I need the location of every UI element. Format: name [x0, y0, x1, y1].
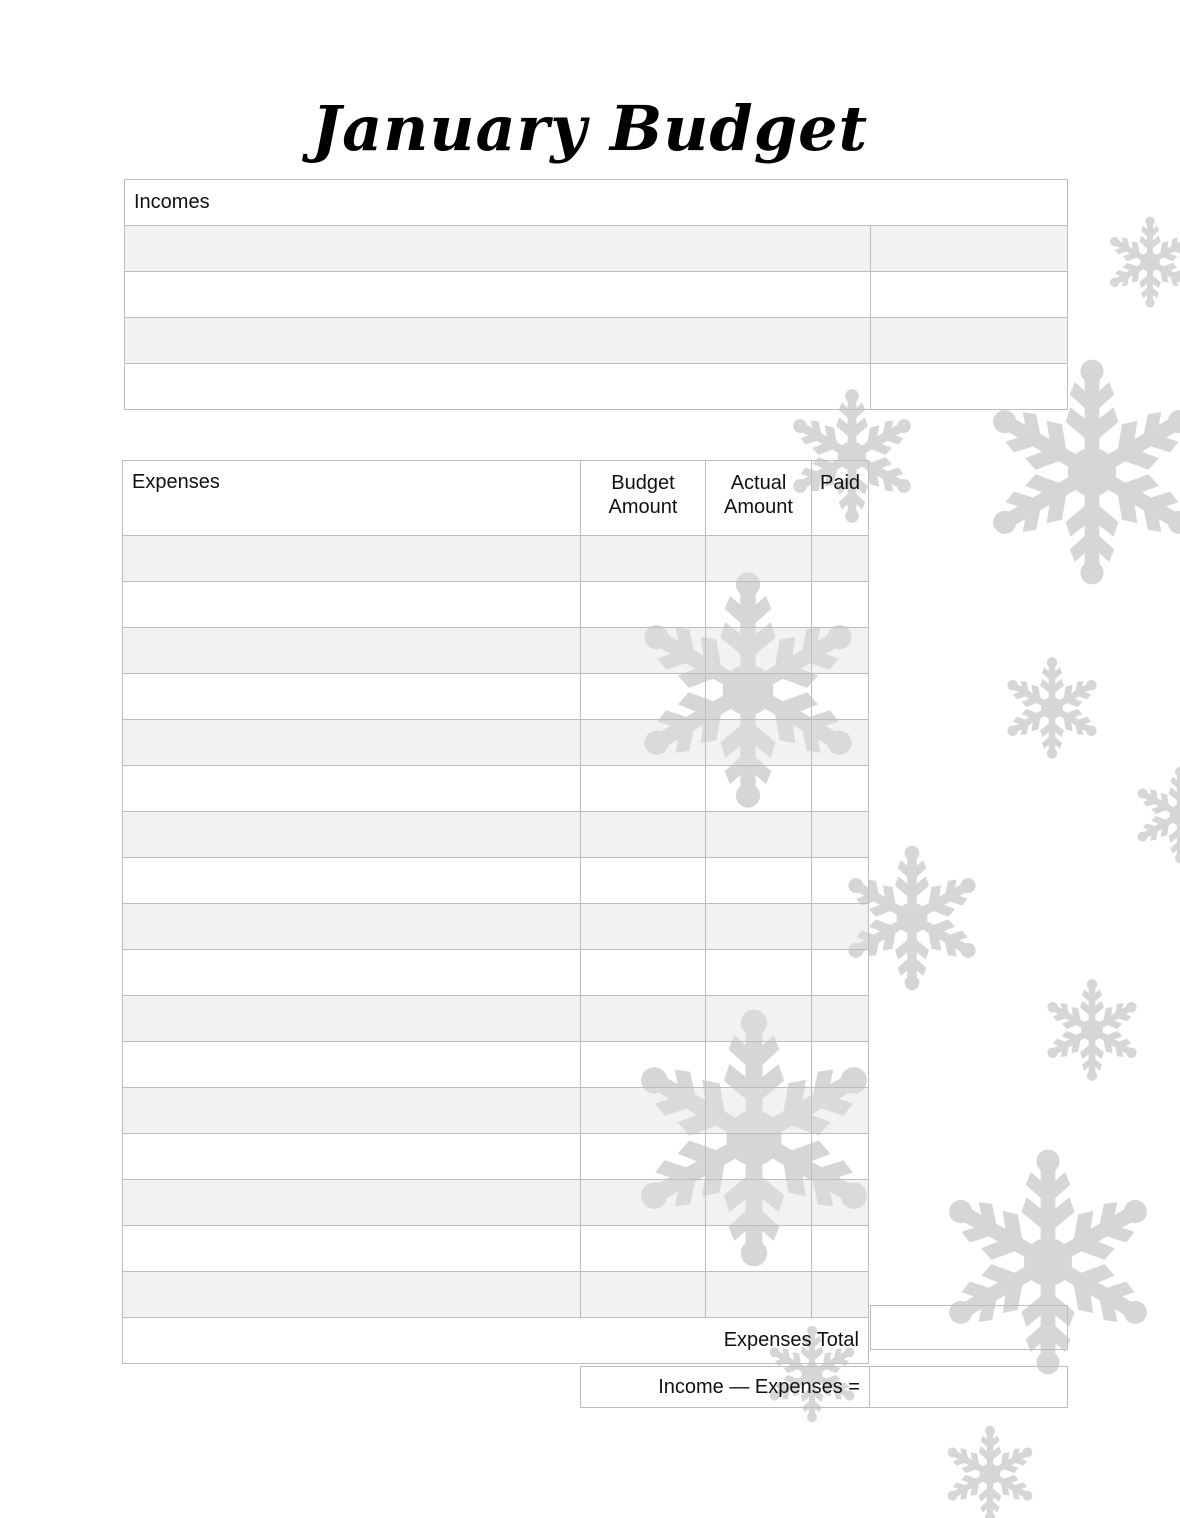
- expense-name-cell[interactable]: [123, 950, 581, 996]
- expense-paid-cell[interactable]: [812, 674, 869, 720]
- expense-paid-cell[interactable]: [812, 1042, 869, 1088]
- expense-paid-cell[interactable]: [812, 812, 869, 858]
- expenses-total-label: Expenses Total: [123, 1318, 869, 1364]
- expense-name-cell[interactable]: [123, 1272, 581, 1318]
- actual-amount-header: [706, 461, 812, 536]
- expense-actual-cell[interactable]: [706, 1180, 812, 1226]
- expense-row: [123, 536, 869, 582]
- expense-budget-cell[interactable]: [581, 904, 706, 950]
- expense-row: [123, 1226, 869, 1272]
- expense-budget-cell[interactable]: [581, 766, 706, 812]
- income-row: [125, 226, 1068, 272]
- expenses-header-row: [123, 461, 869, 536]
- expense-paid-cell[interactable]: [812, 1134, 869, 1180]
- expense-row: [123, 1042, 869, 1088]
- expense-budget-cell[interactable]: [581, 628, 706, 674]
- actual-amount-line2: Amount: [724, 496, 793, 518]
- expense-budget-cell[interactable]: [581, 1272, 706, 1318]
- expense-name-cell[interactable]: [123, 812, 581, 858]
- expense-budget-cell[interactable]: [581, 582, 706, 628]
- expense-budget-cell[interactable]: [581, 1180, 706, 1226]
- expense-budget-cell[interactable]: [581, 1088, 706, 1134]
- expense-actual-cell[interactable]: [706, 1042, 812, 1088]
- expense-budget-cell[interactable]: [581, 720, 706, 766]
- income-source-cell[interactable]: [125, 226, 871, 272]
- income-amount-cell[interactable]: [871, 272, 1068, 318]
- expense-actual-cell[interactable]: [706, 904, 812, 950]
- income-source-cell[interactable]: [125, 364, 871, 410]
- actual-amount-line1: Actual: [730, 472, 787, 494]
- expense-row: [123, 950, 869, 996]
- income-amount-cell[interactable]: [871, 226, 1068, 272]
- expense-paid-cell[interactable]: [812, 904, 869, 950]
- snowflake-icon: [1043, 980, 1142, 1081]
- expense-row: [123, 582, 869, 628]
- expense-paid-cell[interactable]: [812, 1226, 869, 1272]
- expense-row: [123, 996, 869, 1042]
- expense-budget-cell[interactable]: [581, 812, 706, 858]
- income-amount-cell[interactable]: [871, 364, 1068, 410]
- incomes-header-row: [125, 180, 1068, 226]
- expense-row: [123, 628, 869, 674]
- expense-budget-cell[interactable]: [581, 1226, 706, 1272]
- expense-actual-cell[interactable]: [706, 1088, 812, 1134]
- expense-name-cell[interactable]: [123, 1226, 581, 1272]
- expense-row: [123, 766, 869, 812]
- expense-budget-cell[interactable]: [581, 996, 706, 1042]
- expense-row: [123, 1088, 869, 1134]
- expense-name-cell[interactable]: [123, 766, 581, 812]
- expense-row: [123, 1180, 869, 1226]
- income-source-cell[interactable]: [125, 272, 871, 318]
- expense-actual-cell[interactable]: [706, 582, 812, 628]
- expense-actual-cell[interactable]: [706, 628, 812, 674]
- expense-name-cell[interactable]: [123, 1088, 581, 1134]
- expense-name-cell[interactable]: [123, 628, 581, 674]
- income-amount-cell[interactable]: [871, 318, 1068, 364]
- expense-name-cell[interactable]: [123, 996, 581, 1042]
- incomes-table: [124, 179, 1068, 410]
- snowflake-icon: [1003, 658, 1102, 759]
- expense-row: [123, 904, 869, 950]
- expense-paid-cell[interactable]: [812, 1088, 869, 1134]
- expenses-total-row: [123, 1318, 869, 1364]
- budget-amount-header: [581, 461, 706, 536]
- expense-paid-cell[interactable]: [812, 1180, 869, 1226]
- expense-budget-cell[interactable]: [581, 536, 706, 582]
- incomes-header: Incomes: [125, 180, 1068, 226]
- snowflake-icon: [1133, 767, 1180, 862]
- expense-actual-cell[interactable]: [706, 1134, 812, 1180]
- expense-budget-cell[interactable]: [581, 950, 706, 996]
- expense-actual-cell[interactable]: [706, 720, 812, 766]
- expense-row: [123, 1272, 869, 1318]
- expense-name-cell[interactable]: [123, 720, 581, 766]
- expense-actual-cell[interactable]: [706, 674, 812, 720]
- expense-row: [123, 720, 869, 766]
- expense-actual-cell[interactable]: [706, 812, 812, 858]
- expense-name-cell[interactable]: [123, 1134, 581, 1180]
- expense-actual-cell[interactable]: [706, 1226, 812, 1272]
- expense-paid-cell[interactable]: [812, 950, 869, 996]
- expense-name-cell[interactable]: [123, 904, 581, 950]
- expense-actual-cell[interactable]: [706, 996, 812, 1042]
- expense-paid-cell[interactable]: [812, 766, 869, 812]
- expense-row: [123, 1134, 869, 1180]
- expense-name-cell[interactable]: [123, 674, 581, 720]
- snowflake-icon: [943, 1426, 1036, 1518]
- expense-paid-cell[interactable]: [812, 628, 869, 674]
- expense-paid-cell[interactable]: [812, 582, 869, 628]
- expense-name-cell[interactable]: [123, 858, 581, 904]
- difference-label: Income — Expenses =: [581, 1367, 870, 1408]
- difference-row: [581, 1367, 1068, 1408]
- budget-amount-line2: Amount: [608, 496, 678, 518]
- paid-header: Paid: [812, 461, 869, 536]
- income-source-cell[interactable]: [125, 318, 871, 364]
- expense-actual-cell[interactable]: [706, 950, 812, 996]
- expense-paid-cell[interactable]: [812, 858, 869, 904]
- expense-name-cell[interactable]: [123, 582, 581, 628]
- expense-row: [123, 858, 869, 904]
- difference-value[interactable]: [870, 1367, 1068, 1408]
- expense-name-cell[interactable]: [123, 1042, 581, 1088]
- budget-amount-line1: Budget: [611, 472, 675, 494]
- income-row: [125, 272, 1068, 318]
- expense-budget-cell[interactable]: [581, 1134, 706, 1180]
- expense-budget-cell[interactable]: [581, 1042, 706, 1088]
- expense-paid-cell[interactable]: [812, 996, 869, 1042]
- expense-budget-cell[interactable]: [581, 674, 706, 720]
- expense-name-cell[interactable]: [123, 1180, 581, 1226]
- expenses-table: [122, 460, 869, 1364]
- expenses-header: Expenses: [123, 461, 581, 536]
- income-row: [125, 364, 1068, 410]
- expense-paid-cell[interactable]: [812, 1272, 869, 1318]
- expense-budget-cell[interactable]: [581, 858, 706, 904]
- expense-name-cell[interactable]: [123, 536, 581, 582]
- expense-row: [123, 674, 869, 720]
- snowflake-icon: [1106, 217, 1180, 307]
- expense-row: [123, 812, 869, 858]
- page-title: January Budget: [311, 92, 869, 165]
- expense-paid-cell[interactable]: [812, 536, 869, 582]
- expense-actual-cell[interactable]: [706, 536, 812, 582]
- expense-actual-cell[interactable]: [706, 766, 812, 812]
- income-row: [125, 318, 1068, 364]
- expense-actual-cell[interactable]: [706, 1272, 812, 1318]
- difference-table: [580, 1366, 1068, 1408]
- expense-actual-cell[interactable]: [706, 858, 812, 904]
- expense-paid-cell[interactable]: [812, 720, 869, 766]
- expenses-total-value[interactable]: [870, 1305, 1068, 1350]
